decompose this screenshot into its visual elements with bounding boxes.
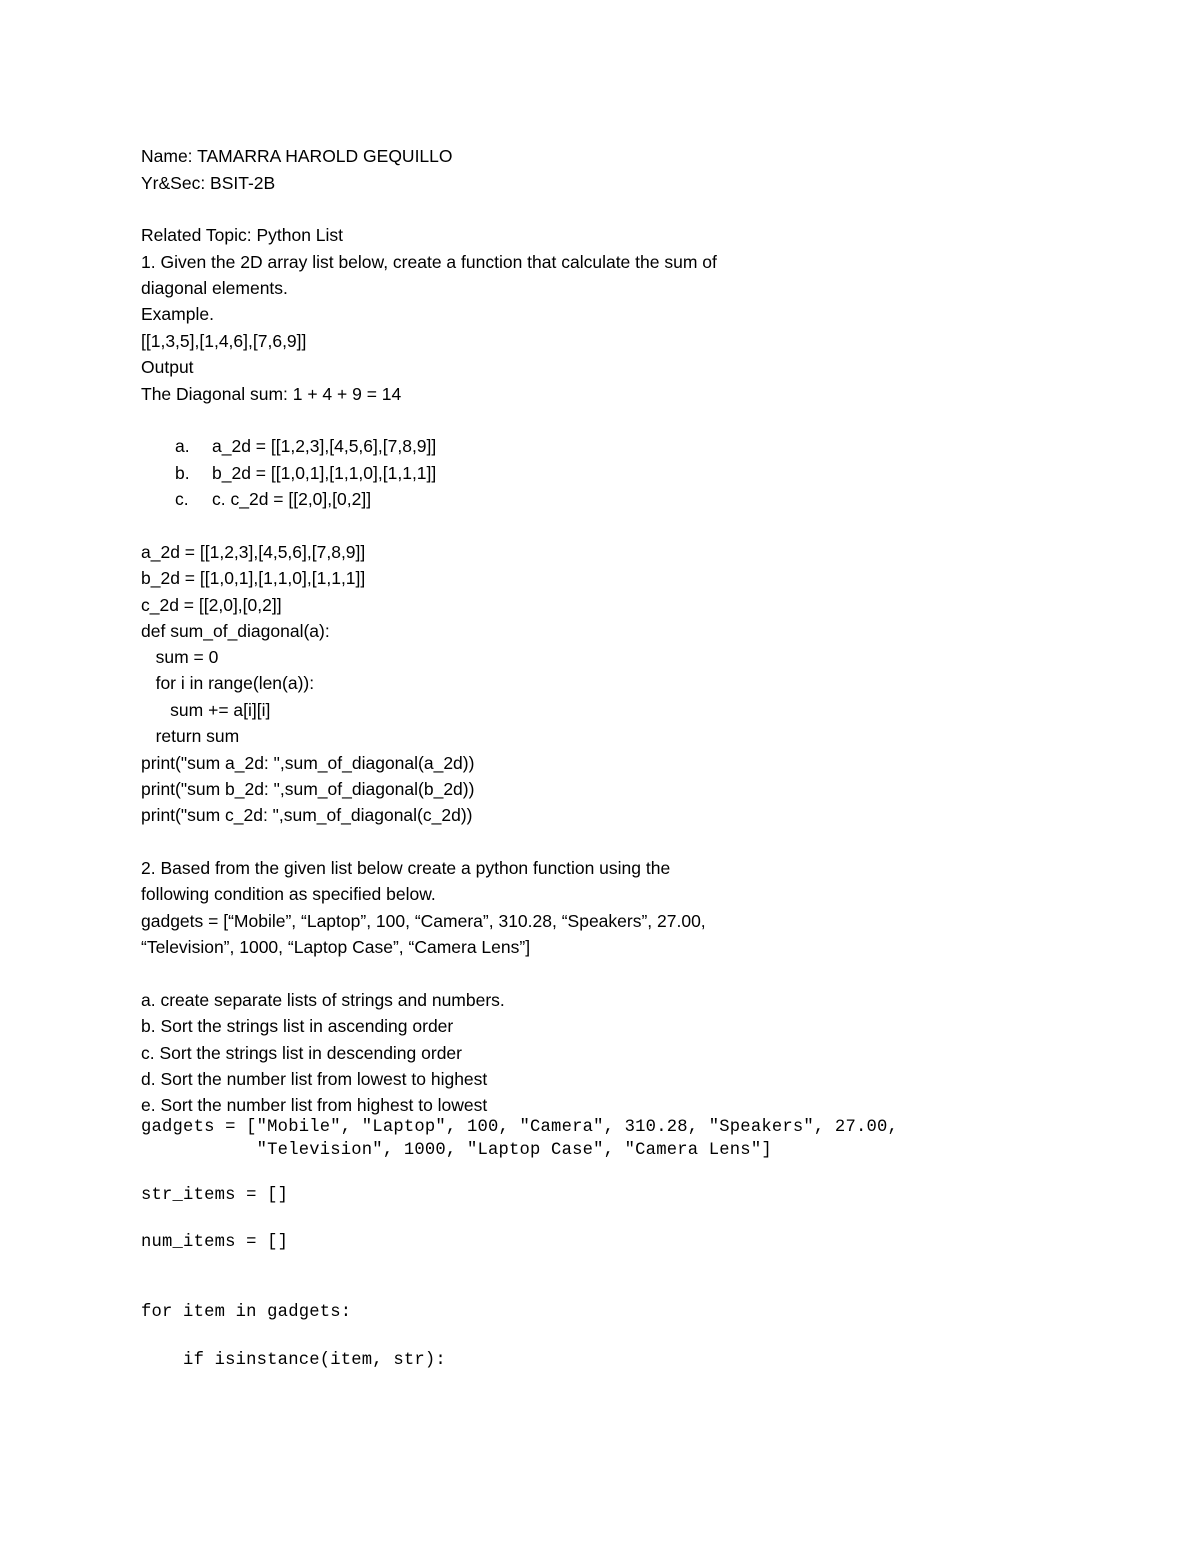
q2-task: d. Sort the number list from lowest to highest [141,1069,488,1089]
q1-output-value: The Diagonal sum: 1 + 4 + 9 = 14 [141,384,402,404]
student-name: Name: TAMARRA HAROLD GEQUILLO [141,146,453,166]
code-line: num_items = [] [141,1233,289,1252]
q2-gadgets-line-1: gadgets = [“Mobile”, “Laptop”, 100, “Camera”, 310.28, “Speakers”, 27.00, [141,911,706,931]
code-line: print("sum b_2d: ",sum_of_diagonal(b_2d)) [141,779,475,799]
list-marker: b. [175,463,190,483]
q1-prompt-line-2: diagonal elements. [141,278,288,298]
code-line: if isinstance(item, str): [141,1351,446,1370]
code-line: gadgets = ["Mobile", "Laptop", 100, "Camera", 310.28, "Speakers", 27.00, [141,1118,899,1137]
code-line: def sum_of_diagonal(a): [141,621,330,641]
q1-prompt-line-1: 1. Given the 2D array list below, create a function that calculate the sum of [141,252,717,272]
list-item: a_2d = [[1,2,3],[4,5,6],[7,8,9]] [212,436,437,456]
code-line: c_2d = [[2,0],[0,2]] [141,595,282,615]
code-line: b_2d = [[1,0,1],[1,1,0],[1,1,1]] [141,568,366,588]
code-line: return sum [141,726,240,746]
q2-task: b. Sort the strings list in ascending order [141,1016,454,1036]
code-line: a_2d = [[1,2,3],[4,5,6],[7,8,9]] [141,542,366,562]
list-item: c. c_2d = [[2,0],[0,2]] [212,489,372,509]
code-line: sum += a[i][i] [141,700,271,720]
related-topic: Related Topic: Python List [141,225,344,245]
q2-task: e. Sort the number list from highest to lowest [141,1095,488,1115]
q1-example-label: Example. [141,304,214,324]
list-marker: c. [175,489,189,509]
q1-example-value: [[1,3,5],[1,4,6],[7,6,9]] [141,331,307,351]
code-line: for item in gadgets: [141,1303,352,1322]
q1-output-label: Output [141,357,194,377]
q2-prompt-line-2: following condition as specified below. [141,884,436,904]
q2-gadgets-line-2: “Television”, 1000, “Laptop Case”, “Camera Lens”] [141,937,531,957]
code-line: print("sum a_2d: ",sum_of_diagonal(a_2d)) [141,753,475,773]
year-section: Yr&Sec: BSIT-2B [141,173,276,193]
list-item: b_2d = [[1,0,1],[1,1,0],[1,1,1]] [212,463,437,483]
q2-task: c. Sort the strings list in descending order [141,1043,462,1063]
code-line: print("sum c_2d: ",sum_of_diagonal(c_2d)) [141,805,473,825]
code-line: "Television", 1000, "Laptop Case", "Camera Lens"] [141,1141,772,1160]
code-line: for i in range(len(a)): [141,673,315,693]
code-line: sum = 0 [141,647,219,667]
q2-prompt-line-1: 2. Based from the given list below create a python function using the [141,858,671,878]
q2-task: a. create separate lists of strings and numbers. [141,990,505,1010]
code-line: str_items = [] [141,1186,289,1205]
list-marker: a. [175,436,190,456]
